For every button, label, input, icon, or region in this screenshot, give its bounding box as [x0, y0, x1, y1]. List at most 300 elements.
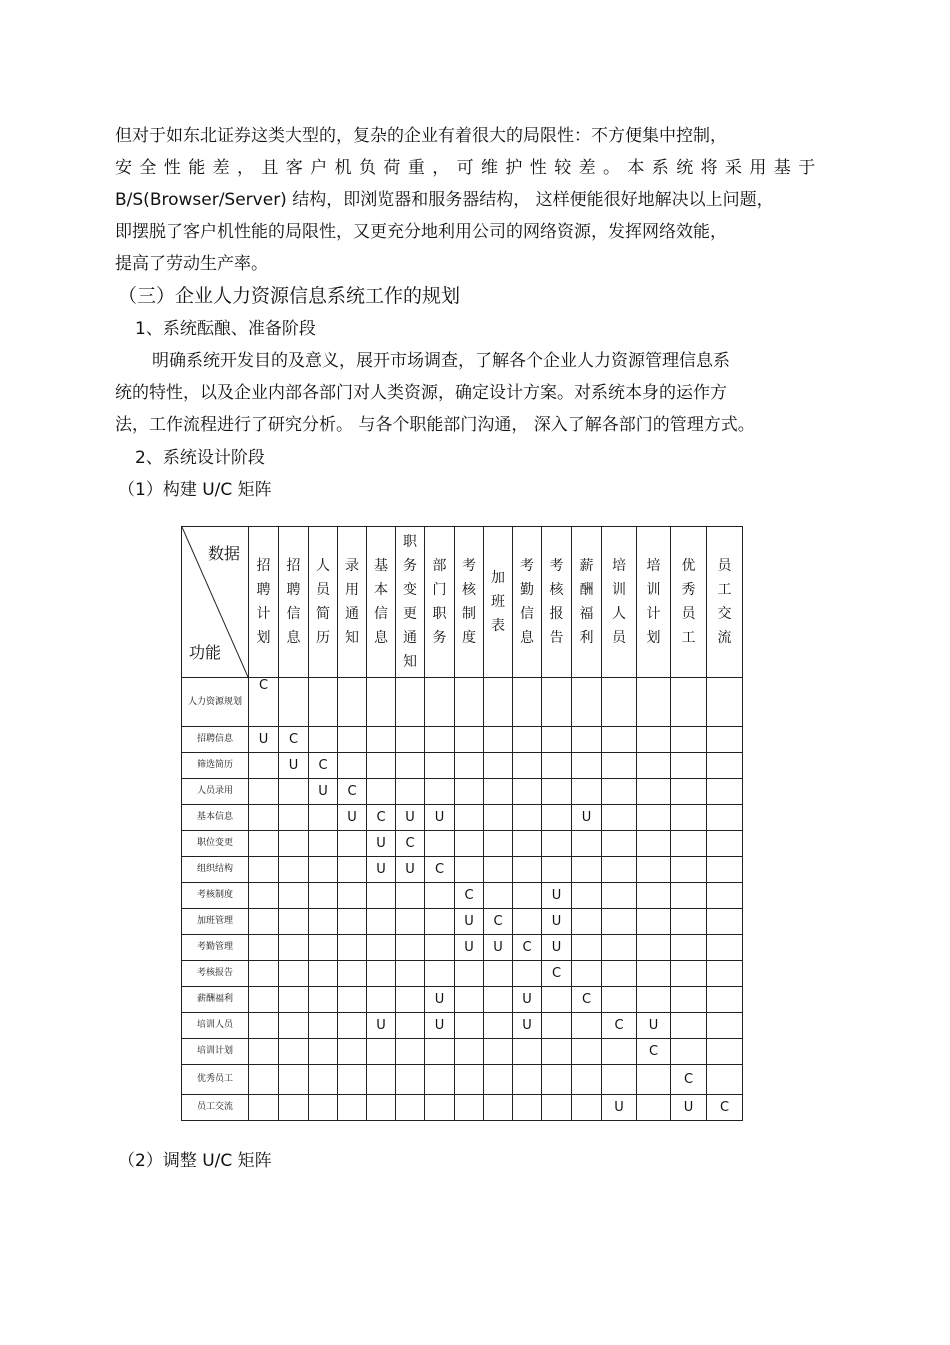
matrix-row-label: 员工交流: [182, 1095, 249, 1121]
stage2-heading: 2、系统设计阶段: [135, 448, 265, 468]
matrix-cell: [455, 961, 484, 987]
matrix-cell: [637, 727, 671, 753]
matrix-cell: [572, 1095, 602, 1121]
matrix-row-label: 考核制度: [182, 883, 249, 909]
matrix-cell: [513, 857, 542, 883]
matrix-row: [182, 1039, 743, 1065]
matrix-cell: [707, 857, 743, 883]
matrix-cell: [671, 987, 707, 1013]
matrix-cell: [707, 779, 743, 805]
matrix-cell: [338, 961, 367, 987]
matrix-cell: [338, 935, 367, 961]
matrix-cell: [309, 1095, 338, 1121]
matrix-cell: [513, 805, 542, 831]
matrix-cell: [602, 1065, 637, 1095]
matrix-column-label: 考勤信息: [520, 558, 534, 646]
matrix-cell: [367, 909, 396, 935]
stage1-line-1: 明确系统开发目的及意义，展开市场调查，了解各个企业人力资源管理信息系: [152, 351, 730, 371]
matrix-cell: [542, 1065, 572, 1095]
matrix-row-label: 筛选简历: [182, 753, 249, 779]
matrix-cell: [367, 753, 396, 779]
matrix-cell: [249, 805, 279, 831]
matrix-cell: C: [367, 805, 396, 831]
matrix-row-label: 基本信息: [182, 805, 249, 831]
matrix-column-header: [338, 527, 367, 678]
matrix-cell: U: [542, 883, 572, 909]
matrix-column-header: [367, 527, 396, 678]
matrix-cell: U: [425, 987, 455, 1013]
matrix-cell: [396, 678, 425, 727]
matrix-row: [182, 678, 743, 727]
matrix-column-header: [396, 527, 425, 678]
matrix-cell: [572, 909, 602, 935]
matrix-cell: [671, 961, 707, 987]
matrix-column-label: 考核报告: [549, 558, 564, 646]
matrix-cell: [338, 753, 367, 779]
matrix-cell: C: [455, 883, 484, 909]
matrix-cell: [425, 1095, 455, 1121]
matrix-row-label: 招聘信息: [182, 727, 249, 753]
matrix-cell: [367, 1039, 396, 1065]
matrix-cell: [602, 1039, 637, 1065]
matrix-cell: [602, 727, 637, 753]
matrix-column-header: [455, 527, 484, 678]
matrix-cell: [425, 1039, 455, 1065]
matrix-row: [182, 857, 743, 883]
matrix-cell: [671, 779, 707, 805]
matrix-cell: [572, 753, 602, 779]
matrix-cell: C: [513, 935, 542, 961]
paragraph-line-1: 但对于如东北证券这类大型的，复杂的企业有着很大的局限性：不方便集中控制，: [115, 126, 727, 146]
matrix-cell: [249, 1013, 279, 1039]
matrix-row-label: 薪酬福利: [182, 987, 249, 1013]
matrix-cell: [513, 909, 542, 935]
matrix-cell: C: [396, 831, 425, 857]
matrix-cell: [249, 1095, 279, 1121]
matrix-cell: [309, 1065, 338, 1095]
matrix-cell: C: [637, 1039, 671, 1065]
matrix-cell: [425, 883, 455, 909]
matrix-cell: [455, 1039, 484, 1065]
matrix-cell: [309, 805, 338, 831]
matrix-cell: [542, 1039, 572, 1065]
matrix-cell: [707, 961, 743, 987]
matrix-cell: [671, 909, 707, 935]
matrix-column-header: [309, 527, 338, 678]
matrix-row: [182, 909, 743, 935]
matrix-cell: [602, 779, 637, 805]
matrix-column-header: [707, 527, 743, 678]
paragraph-line-4: 即摆脱了客户机性能的局限性，又更充分地利用公司的网络资源，发挥网络效能，: [115, 222, 727, 242]
matrix-cell: [425, 831, 455, 857]
matrix-column-header: [484, 527, 513, 678]
matrix-cell: [279, 831, 309, 857]
matrix-row-label: 人员录用: [182, 779, 249, 805]
matrix-cell: [338, 1013, 367, 1039]
matrix-cell: U: [513, 987, 542, 1013]
matrix-column-header: [279, 527, 309, 678]
matrix-cell: [542, 987, 572, 1013]
matrix-cell: [637, 831, 671, 857]
uc-matrix: [181, 526, 743, 1121]
matrix-cell: [572, 857, 602, 883]
matrix-cell: [513, 779, 542, 805]
matrix-cell: [572, 831, 602, 857]
matrix-cell: [671, 857, 707, 883]
matrix-cell: [637, 805, 671, 831]
matrix-cell: [637, 883, 671, 909]
matrix-cell: [455, 1065, 484, 1095]
matrix-cell: [513, 753, 542, 779]
matrix-row: [182, 831, 743, 857]
matrix-cell: [484, 727, 513, 753]
matrix-cell: [602, 961, 637, 987]
corner-function-label: 功能: [189, 643, 222, 662]
matrix-cell: [367, 1095, 396, 1121]
section-heading: （三）企业人力资源信息系统工作的规划: [118, 285, 461, 307]
matrix-header-row: [182, 527, 743, 678]
matrix-cell: [637, 961, 671, 987]
matrix-cell: [396, 961, 425, 987]
matrix-cell: [249, 883, 279, 909]
matrix-cell: C: [572, 987, 602, 1013]
matrix-cell: U: [671, 1095, 707, 1121]
matrix-cell: [338, 987, 367, 1013]
matrix-cell: [542, 857, 572, 883]
matrix-cell: [279, 678, 309, 727]
matrix-cell: [367, 1065, 396, 1095]
matrix-cell: [707, 987, 743, 1013]
matrix-cell: [279, 779, 309, 805]
matrix-cell: [279, 935, 309, 961]
matrix-cell: [455, 753, 484, 779]
matrix-cell: U: [542, 909, 572, 935]
matrix-cell: [425, 961, 455, 987]
matrix-cell: U: [396, 857, 425, 883]
matrix-cell: [542, 1095, 572, 1121]
matrix-cell: U: [542, 935, 572, 961]
matrix-cell: [602, 935, 637, 961]
matrix-cell: [396, 935, 425, 961]
matrix-cell: [425, 678, 455, 727]
matrix-cell: [309, 961, 338, 987]
matrix-column-header: [671, 527, 707, 678]
matrix-cell: [279, 1039, 309, 1065]
matrix-column-label: 录用通知: [345, 558, 359, 646]
matrix-cell: [671, 1013, 707, 1039]
matrix-cell: [671, 831, 707, 857]
matrix-cell: [637, 1065, 671, 1095]
matrix-cell: [367, 935, 396, 961]
matrix-cell: [542, 1013, 572, 1039]
matrix-cell: [572, 935, 602, 961]
matrix-cell: [707, 831, 743, 857]
matrix-column-header: [602, 527, 637, 678]
matrix-cell: [707, 1065, 743, 1095]
matrix-cell: [367, 727, 396, 753]
matrix-cell: [249, 909, 279, 935]
matrix-cell: [513, 1039, 542, 1065]
matrix-cell: [249, 1039, 279, 1065]
matrix-cell: [455, 987, 484, 1013]
matrix-row: [182, 935, 743, 961]
matrix-cell: [367, 961, 396, 987]
matrix-cell: [671, 727, 707, 753]
matrix-column-label: 培训计划: [646, 558, 661, 646]
matrix-cell: [309, 678, 338, 727]
matrix-column-header: [425, 527, 455, 678]
matrix-cell: [338, 1065, 367, 1095]
matrix-cell: C: [279, 727, 309, 753]
matrix-cell: [279, 805, 309, 831]
matrix-cell: [637, 987, 671, 1013]
matrix-column-header: [637, 527, 671, 678]
matrix-cell: [309, 857, 338, 883]
matrix-cell: [707, 678, 743, 727]
matrix-cell: [425, 935, 455, 961]
matrix-cell: [279, 1065, 309, 1095]
matrix-cell: [572, 779, 602, 805]
matrix-cell: [396, 1039, 425, 1065]
matrix-cell: U: [455, 909, 484, 935]
matrix-row: [182, 1065, 743, 1095]
matrix-cell: [249, 935, 279, 961]
paragraph-line-3: B/S(Browser/Server) 结构，即浏览器和服务器结构， 这样便能很好地解决以上问题，: [115, 190, 774, 210]
matrix-row: [182, 883, 743, 909]
matrix-cell: [396, 1013, 425, 1039]
matrix-cell: [707, 727, 743, 753]
matrix-cell: [602, 753, 637, 779]
matrix-cell: [279, 909, 309, 935]
matrix-cell: C: [707, 1095, 743, 1121]
matrix-row-label: 组织结构: [182, 857, 249, 883]
matrix-column-label: 薪酬福利: [579, 558, 594, 646]
matrix-cell: [455, 805, 484, 831]
matrix-row-label: 培训计划: [182, 1039, 249, 1065]
matrix-cell: [425, 779, 455, 805]
matrix-row-label: 优秀员工: [182, 1065, 249, 1095]
matrix-column-label: 职务变更通知: [403, 534, 417, 670]
matrix-cell: [484, 883, 513, 909]
matrix-cell: [484, 857, 513, 883]
step1-heading: （1）构建 U/C 矩阵: [118, 480, 272, 500]
matrix-cell: [707, 1013, 743, 1039]
matrix-cell: [513, 883, 542, 909]
matrix-cell: [338, 857, 367, 883]
matrix-row-label: 考核报告: [182, 961, 249, 987]
matrix-cell: [396, 727, 425, 753]
matrix-cell: [396, 1095, 425, 1121]
matrix-cell: [309, 987, 338, 1013]
matrix-cell: [484, 1013, 513, 1039]
matrix-cell: [279, 1095, 309, 1121]
step2-heading: （2）调整 U/C 矩阵: [118, 1151, 272, 1171]
matrix-cell: U: [455, 935, 484, 961]
matrix-cell: [602, 831, 637, 857]
matrix-row: [182, 805, 743, 831]
matrix-cell: [484, 987, 513, 1013]
matrix-cell: [671, 883, 707, 909]
matrix-row: [182, 727, 743, 753]
matrix-cell: [637, 857, 671, 883]
matrix-cell: [249, 961, 279, 987]
matrix-cell: [309, 935, 338, 961]
matrix-cell: [279, 961, 309, 987]
matrix-cell: [542, 678, 572, 727]
matrix-cell: U: [367, 857, 396, 883]
matrix-cell: [637, 909, 671, 935]
matrix-cell: [513, 1095, 542, 1121]
matrix-cell: [602, 857, 637, 883]
matrix-cell: [425, 909, 455, 935]
matrix-cell: U: [572, 805, 602, 831]
matrix-cell: [338, 1095, 367, 1121]
matrix-cell: [279, 1013, 309, 1039]
matrix-cell: [396, 987, 425, 1013]
matrix-column-label: 人员简历: [316, 558, 330, 646]
matrix-body: [182, 678, 743, 1121]
matrix-row: [182, 753, 743, 779]
matrix-cell: [572, 961, 602, 987]
matrix-cell: [484, 1065, 513, 1095]
matrix-cell: [637, 935, 671, 961]
matrix-cell: [671, 753, 707, 779]
matrix-cell: [602, 987, 637, 1013]
matrix-cell: [572, 678, 602, 727]
matrix-cell: C: [542, 961, 572, 987]
matrix-column-label: 基本信息: [374, 558, 388, 646]
matrix-row-label: 考勤管理: [182, 935, 249, 961]
matrix-cell: [309, 1039, 338, 1065]
matrix-cell: U: [249, 727, 279, 753]
paragraph-line-2: 安全性能差，且客户机负荷重，可维护性较差。本系统将采用基于: [115, 158, 823, 178]
matrix-cell: [249, 1065, 279, 1095]
matrix-cell: [671, 805, 707, 831]
matrix-cell: C: [338, 779, 367, 805]
matrix-cell: [338, 678, 367, 727]
matrix-cell: C: [671, 1065, 707, 1095]
matrix-cell: [707, 1039, 743, 1065]
matrix-cell: U: [367, 1013, 396, 1039]
matrix-cell: [396, 883, 425, 909]
matrix-cell: U: [425, 805, 455, 831]
stage1-line-2: 统的特性，以及企业内部各部门对人类资源，确定设计方案。对系统本身的运作方: [115, 383, 727, 403]
matrix-cell: [338, 831, 367, 857]
matrix-cell: [367, 987, 396, 1013]
stage1-line-3: 法，工作流程进行了研究分析。 与各个职能部门沟通， 深入了解各部门的管理方式。: [115, 415, 755, 435]
matrix-cell: [484, 753, 513, 779]
matrix-column-label: 招聘信息: [286, 558, 301, 646]
matrix-row: [182, 1013, 743, 1039]
matrix-cell: [572, 1039, 602, 1065]
matrix-cell: [572, 727, 602, 753]
matrix-cell: [484, 1039, 513, 1065]
matrix-cell: [249, 831, 279, 857]
matrix-cell: [602, 883, 637, 909]
matrix-cell: [484, 961, 513, 987]
matrix-cell: [602, 805, 637, 831]
matrix-corner: [182, 527, 249, 678]
matrix-cell: [707, 909, 743, 935]
matrix-cell: [455, 727, 484, 753]
matrix-column-label: 考核制度: [462, 558, 476, 646]
matrix-cell: [542, 831, 572, 857]
matrix-cell: [396, 909, 425, 935]
matrix-cell: [455, 779, 484, 805]
matrix-cell: [484, 805, 513, 831]
matrix-row: [182, 961, 743, 987]
matrix-cell: [309, 1013, 338, 1039]
matrix-cell: U: [396, 805, 425, 831]
matrix-cell: [249, 753, 279, 779]
matrix-cell: [637, 1095, 671, 1121]
matrix-column-label: 员工交流: [717, 558, 732, 646]
matrix-column-header: [513, 527, 542, 678]
matrix-cell: [484, 779, 513, 805]
matrix-row-label: 加班管理: [182, 909, 249, 935]
matrix-cell: [671, 935, 707, 961]
matrix-cell: [309, 727, 338, 753]
matrix-cell: [309, 883, 338, 909]
matrix-column-label: 部门职务: [432, 558, 447, 646]
matrix-cell: [455, 857, 484, 883]
matrix-cell: [542, 753, 572, 779]
matrix-cell: [425, 727, 455, 753]
matrix-cell: [542, 727, 572, 753]
matrix-cell: U: [637, 1013, 671, 1039]
matrix-cell: U: [338, 805, 367, 831]
matrix-cell: U: [279, 753, 309, 779]
matrix-cell: [338, 883, 367, 909]
matrix-cell: [396, 753, 425, 779]
matrix-cell: [425, 1065, 455, 1095]
matrix-cell: C: [484, 909, 513, 935]
matrix-cell: [279, 857, 309, 883]
matrix-cell: [484, 831, 513, 857]
matrix-row: [182, 1095, 743, 1121]
matrix-row: [182, 987, 743, 1013]
matrix-row-label: 职位变更: [182, 831, 249, 857]
paragraph-line-5: 提高了劳动生产率。: [115, 254, 268, 274]
matrix-cell: [455, 831, 484, 857]
matrix-row-label: 培训人员: [182, 1013, 249, 1039]
matrix-cell: [513, 961, 542, 987]
matrix-column-header: [572, 527, 602, 678]
matrix-cell: [455, 1095, 484, 1121]
matrix-cell: [572, 1065, 602, 1095]
matrix-cell: [396, 779, 425, 805]
matrix-cell: [542, 779, 572, 805]
matrix-cell: U: [425, 1013, 455, 1039]
matrix-cell: U: [367, 831, 396, 857]
matrix-cell: [396, 1065, 425, 1095]
matrix-cell: [338, 1039, 367, 1065]
matrix-cell: [338, 909, 367, 935]
matrix-cell: [707, 753, 743, 779]
matrix-cell: [367, 883, 396, 909]
matrix-cell: [484, 678, 513, 727]
matrix-cell: [513, 727, 542, 753]
matrix-column-label: 加班表: [491, 570, 505, 634]
matrix-cell: C: [425, 857, 455, 883]
matrix-cell: [513, 1065, 542, 1095]
matrix-cell: [455, 1013, 484, 1039]
matrix-column-header: [542, 527, 572, 678]
matrix-cell: [455, 678, 484, 727]
stage1-heading: 1、系统酝酿、准备阶段: [135, 319, 316, 339]
matrix-cell: U: [309, 779, 338, 805]
matrix-row: [182, 779, 743, 805]
